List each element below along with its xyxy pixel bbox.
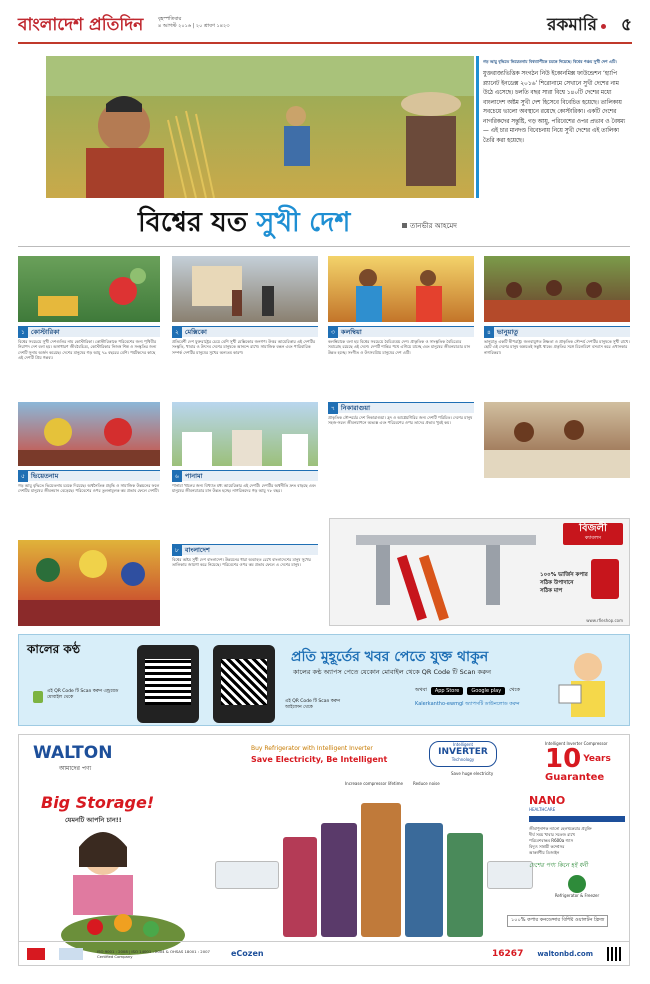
- colombia-image: [328, 256, 474, 322]
- app-store-badge[interactable]: App Store: [431, 687, 464, 695]
- rice-harvest-image: [46, 56, 474, 198]
- country-text: বিশ্বের সবচেয়ে সুখী দেশগুলির নাম কোস্টারিকা। কোস্টারিকাকে পরিবেশের জন্য পৃথিবীর নিরাপদ দেশ বলা হয়। অসাধারণ জীববৈচিত্র্য, কোস্টারিকার নিজস্ব শিল্প ও সংস্কৃতির জন্য দেশটি সুনাম অর্জন করেছে। দেশের মানুষের গড় আয়ু ৭৯ বছরের বেশি। পর্যটকদের কাছে এই দেশটি প্রিয় গন্তব্য।: [18, 339, 157, 360]
- fridge-image: [321, 823, 357, 937]
- country-text: গড় আয়ু বৃদ্ধিতে ভিয়েতনাম চমকে দিয়েছে। অর্থনৈতিক প্রবৃদ্ধি ও সামাজিক উন্নয়নের ফলে দেশটির মানুষের জীবনমান বেড়েছে। পরিবেশের ওপর তুলনামূলক কম প্রভাব ফেলে দেশটি।: [18, 483, 160, 494]
- country-text: প্রতিবেশী দেশ যুক্তরাষ্ট্রের চেয়ে বেশি সুখী মেক্সিকোর জনগণ। উত্তর আমেরিকার এই দেশটির সংস্কৃতি, খাবার ও উৎসব দেশের মানুষকে আনন্দে রাখে। সামাজিক বন্ধন এবং পারিবারিক সম্পর্ক দেশটির মানুষের সুখের অন্যতম কারণ।: [172, 339, 316, 355]
- walton-line-2: Save Electricity, Be Intelligent: [251, 755, 388, 764]
- mexico-image: [172, 256, 318, 322]
- guarantee-badge: Intelligent Inverter Compressor 10 Years Guarantee: [545, 741, 611, 783]
- fridge-image: [447, 833, 483, 937]
- country-text: বিশ্বের অষ্টম সুখী দেশ বাংলাদেশ। উন্নয়নের ধারা অব্যাহত রেখে বাংলাদেশের মানুষ সুখের তালিকায় জায়গা করে নিয়েছে। পরিবেশের ওপর কম প্রভাব ফেলে এ দেশের মানুষ।: [172, 557, 311, 568]
- country-name: মেক্সিকো: [184, 327, 207, 336]
- award-badge: Refrigerator & Freezer: [554, 893, 600, 898]
- walton-slogan: দেশের পণ্য কিনে হই ধনী: [529, 862, 588, 869]
- walton-footer: [19, 941, 629, 965]
- cable-caliper-image: [336, 525, 566, 621]
- walton-w-logo: [27, 948, 45, 960]
- inverter-feature-1: Save huge electricity: [451, 771, 494, 776]
- kk-headline: প্রতি মুহূর্তের খবর পেতে যুক্ত থাকুন: [291, 649, 489, 665]
- country-name: ভানুয়াতু: [496, 327, 519, 336]
- divider: [18, 246, 630, 247]
- ios-qr-code[interactable]: [221, 659, 267, 705]
- lead-photo: [46, 56, 474, 198]
- android-note: এই QR Code টি Scan করুন এন্ড্রয়েড মোবাইল থেকে: [47, 689, 119, 700]
- inverter-features: Increase compressor lifetime Reduce noise: [345, 781, 440, 786]
- store-label: অথবা: [415, 687, 427, 693]
- panama-image: [172, 402, 318, 466]
- kaler-kantho-ad[interactable]: [18, 634, 630, 726]
- issue-day: বৃহস্পতিবার: [158, 16, 182, 22]
- dot-icon: [601, 24, 606, 29]
- walton-line-1: Buy Refrigerator with Intelligent Inverter: [251, 745, 373, 752]
- android-qr-code[interactable]: [145, 659, 191, 705]
- bijoli-taglines: ১০০% ভার্জিন কপার সঠিক উপাদানে সঠিক মাপ: [540, 572, 588, 594]
- section-title: রকমারি: [547, 15, 597, 35]
- fridge-image: [283, 837, 317, 937]
- headline-part-1: বিশ্বের যত: [138, 207, 257, 238]
- ios-note: এই QR Code টি Scan করুন আইফোন থেকে: [285, 699, 341, 710]
- bijoli-logo: বিজলী ক্যাবলস: [563, 523, 623, 545]
- fridge-image: [361, 803, 401, 937]
- kk-app-name: Kalerkantho-ewmgl অ্যাপসটি ডাউনলোড করুন: [415, 701, 520, 707]
- android-phone-image: [137, 645, 199, 723]
- country-name: পানামা: [184, 471, 203, 480]
- chest-freezer-image: [215, 861, 279, 889]
- chest-freezer-image: [487, 861, 533, 889]
- costa-rica-image: [18, 256, 160, 322]
- walton-ad[interactable]: [18, 734, 630, 966]
- newspaper-logo: বাংলাদেশ প্রতিদিন: [18, 15, 144, 35]
- headline-part-2: সুখী দেশ: [256, 207, 351, 238]
- country-name: নিকারাগুয়া: [340, 403, 371, 412]
- page-headline: [138, 202, 398, 247]
- cable-reel-image: [591, 559, 619, 599]
- country-7: [328, 402, 474, 426]
- issue-date: [158, 16, 230, 30]
- lead-sidebar: [476, 56, 632, 198]
- country-8: [172, 544, 318, 568]
- square-bullet-icon: [402, 223, 407, 228]
- iphone-image: [213, 645, 275, 723]
- mexico-photo: [172, 256, 318, 322]
- big-storage-title: Big Storage!: [41, 793, 155, 812]
- country-number: ৫: [18, 471, 28, 482]
- nicaragua-photo: [484, 402, 630, 478]
- certification-logos: [59, 948, 83, 960]
- nano-bullets: জীবাণুনাশক ন্যানো হেলথকেয়ার প্রযুক্তি দীর্ঘ সময় খাবার সতেজ রাখে পরিবেশবান্ধব R600a গ্যাস বিদ্যুৎ সাশ্রয়ী কম্প্রেসর আকর্ষণীয় ডিজাইন: [529, 826, 592, 855]
- fridge-image: [405, 823, 443, 937]
- nicaragua-image: [484, 402, 630, 478]
- walton-qr-code[interactable]: [607, 947, 621, 961]
- country-number: ৬: [172, 471, 182, 482]
- country-1: [18, 326, 160, 360]
- country-number: ৮: [172, 545, 182, 556]
- inverter-badge: Intelligent INVERTER Technology: [429, 741, 497, 767]
- country-6: [172, 470, 318, 494]
- walton-tagline: আমাদের পণ্য: [59, 765, 92, 772]
- iso-note: ISO 9001 : 2008 | ISO 14001 : 2004 & OHSAS 18001 : 2007 Certified Company: [97, 948, 210, 959]
- fridges-image: [215, 793, 533, 953]
- country-2: [172, 326, 318, 355]
- country-number: ১: [18, 327, 28, 338]
- country-number: ৭: [328, 403, 338, 414]
- kk-subline: কালের কণ্ঠ অ্যাপস পেতে যেকোন মোবাইল থেকে QR Code টি Scan করুন: [293, 668, 491, 676]
- store-buttons: [415, 687, 520, 695]
- nano-panel: [529, 795, 625, 898]
- country-name: কোস্টারিকা: [30, 327, 60, 336]
- country-3: [328, 326, 474, 355]
- colombia-photo: [328, 256, 474, 322]
- nano-strip: [529, 816, 625, 822]
- walton-logo: WALTON: [33, 743, 113, 763]
- costa-rica-photo: [18, 256, 160, 322]
- bijoli-cables-ad[interactable]: [329, 518, 630, 626]
- page-number: ৫: [620, 15, 632, 35]
- country-number: ৪: [484, 327, 494, 338]
- store-tail: থেকে: [509, 687, 520, 693]
- walton-web[interactable]: waltonbd.com: [537, 949, 593, 958]
- bangladesh-photo: [18, 540, 160, 626]
- country-number: ৩: [328, 327, 338, 338]
- country-text: ভানুয়াতু একটি দ্বীপরাষ্ট্র। জলবায়ুগত উষ্ণতা ও প্রাকৃতিক সৌন্দর্য দেশটির মানুষকে সুখী রাখে। ছোট এই দেশের মানুষ অল্পতেই সন্তুষ্ট থাকে। প্রকৃতির সঙ্গে মিলেমিশে বসবাস করে এখানকার নাগরিকরা।: [484, 339, 630, 355]
- nano-logo: NANO: [529, 794, 566, 807]
- big-storage-sub: যেমনটি আপনি চান!!: [65, 816, 122, 824]
- country-text: কলম্বিয়াকে বলা হয় বিশ্বের সবচেয়ে বৈচিত্র্যময় দেশ। প্রাকৃতিক ও সাংস্কৃতিক বৈচিত্র্যের সমারোহ রয়েছে এই দেশে। দেশটি শান্তির পথে এগিয়ে যাচ্ছে এবং মানুষের জীবনযাত্রার মান উন্নত হচ্ছে। সংগীত ও উৎসবপ্রিয় মানুষের দেশ এটি।: [328, 339, 471, 355]
- author-name: তানভীর আহমেদ: [410, 222, 457, 230]
- android-icon: [33, 691, 43, 703]
- vietnam-photo: [18, 402, 160, 466]
- hotline[interactable]: 16267: [492, 948, 524, 959]
- cartoon-reader-image: [553, 643, 623, 723]
- country-4: [484, 326, 630, 355]
- country-name: কলম্বিয়া: [340, 327, 362, 336]
- country-number: ২: [172, 327, 182, 338]
- nano-sub: HEALTHCARE: [529, 807, 556, 812]
- photo-caption: গড় আয়ু বৃদ্ধিতে ভিয়েতনাম বিশ্বব্যাপীকে চমকে দিয়েছে। বিশ্বের পঞ্চম সুখী দেশ এটি।: [483, 59, 617, 64]
- issue-full-date: ৪ আগস্ট ২০১৬ | ২০ শ্রাবণ ১৪২৩: [158, 23, 230, 29]
- green-leaf-icon: [568, 875, 586, 893]
- woman-shopping-basket-image: [33, 827, 203, 959]
- country-5: [18, 470, 160, 494]
- kk-logo: কালের কণ্ঠ: [27, 642, 81, 656]
- vietnam-image: [18, 402, 160, 466]
- masthead: [18, 10, 632, 44]
- country-text: প্রাকৃতিক সৌন্দর্যের দেশ নিকারাগুয়া। হ্রদ ও আগ্নেয়গিরির জন্য দেশটি পরিচিত। দেশের মানুষ সহজ-সরল জীবনযাপনে অভ্যস্ত এবং পরিবেশের ওপর তাদের প্রভাব খুবই কম।: [328, 415, 473, 426]
- bijoli-web[interactable]: www.rfleshop.com: [586, 618, 623, 623]
- panama-photo: [172, 402, 318, 466]
- country-text: পানামা খালের জন্য বিখ্যাত মধ্য আমেরিকার এই দেশটি। দেশটির অর্থনীতি দ্রুত বাড়ছে এবং মানুষের জীবনযাত্রার মান উন্নত হচ্ছে। নাগরিকদের গড় আয়ু ৭৮ বছর।: [172, 483, 316, 494]
- vanuatu-photo: [484, 256, 630, 322]
- copper-note: ১০০% কপার কনডেন্সার বিশিষ্ট ওয়ালটন ফ্রিজ: [507, 915, 608, 927]
- byline: [402, 220, 457, 232]
- bangladesh-image: [18, 540, 160, 626]
- country-name: ভিয়েতনাম: [30, 471, 59, 480]
- country-name: বাংলাদেশ: [184, 545, 210, 554]
- vanuatu-image: [484, 256, 630, 322]
- section-header: [547, 12, 610, 40]
- eco-logo: eCozen: [231, 949, 264, 958]
- lead-intro: যুক্তরাজ্যভিত্তিক সংগঠন নিউ ইকোনমিক্স ফাউন্ডেশন ‘হ্যাপি প্ল্যানেট ইনডেক্স ২০১৬’ শিরোনামে সেখানে সুখী দেশের নাম উঠে এসেছে। চলতি বছর সারা বিশ্বে ১৪০টি দেশের মধ্যে বাংলাদেশ অষ্টম সুখী দেশ হিসেবে বিবেচিত হয়েছে। তালিকায় সবচেয়ে ভালো অবস্থানে রয়েছে কোস্টারিকা। একটি দেশের নাগরিকদের সন্তুষ্টি, গড় আয়ু, পরিবেশের ওপর প্রভাব ও বৈষম্য— এই চার মানদণ্ড বিবেচনায় নিয়ে সুখী দেশের এই তালিকা তৈরি করা হয়েছে।: [483, 71, 626, 144]
- google-play-badge[interactable]: Google play: [467, 687, 505, 695]
